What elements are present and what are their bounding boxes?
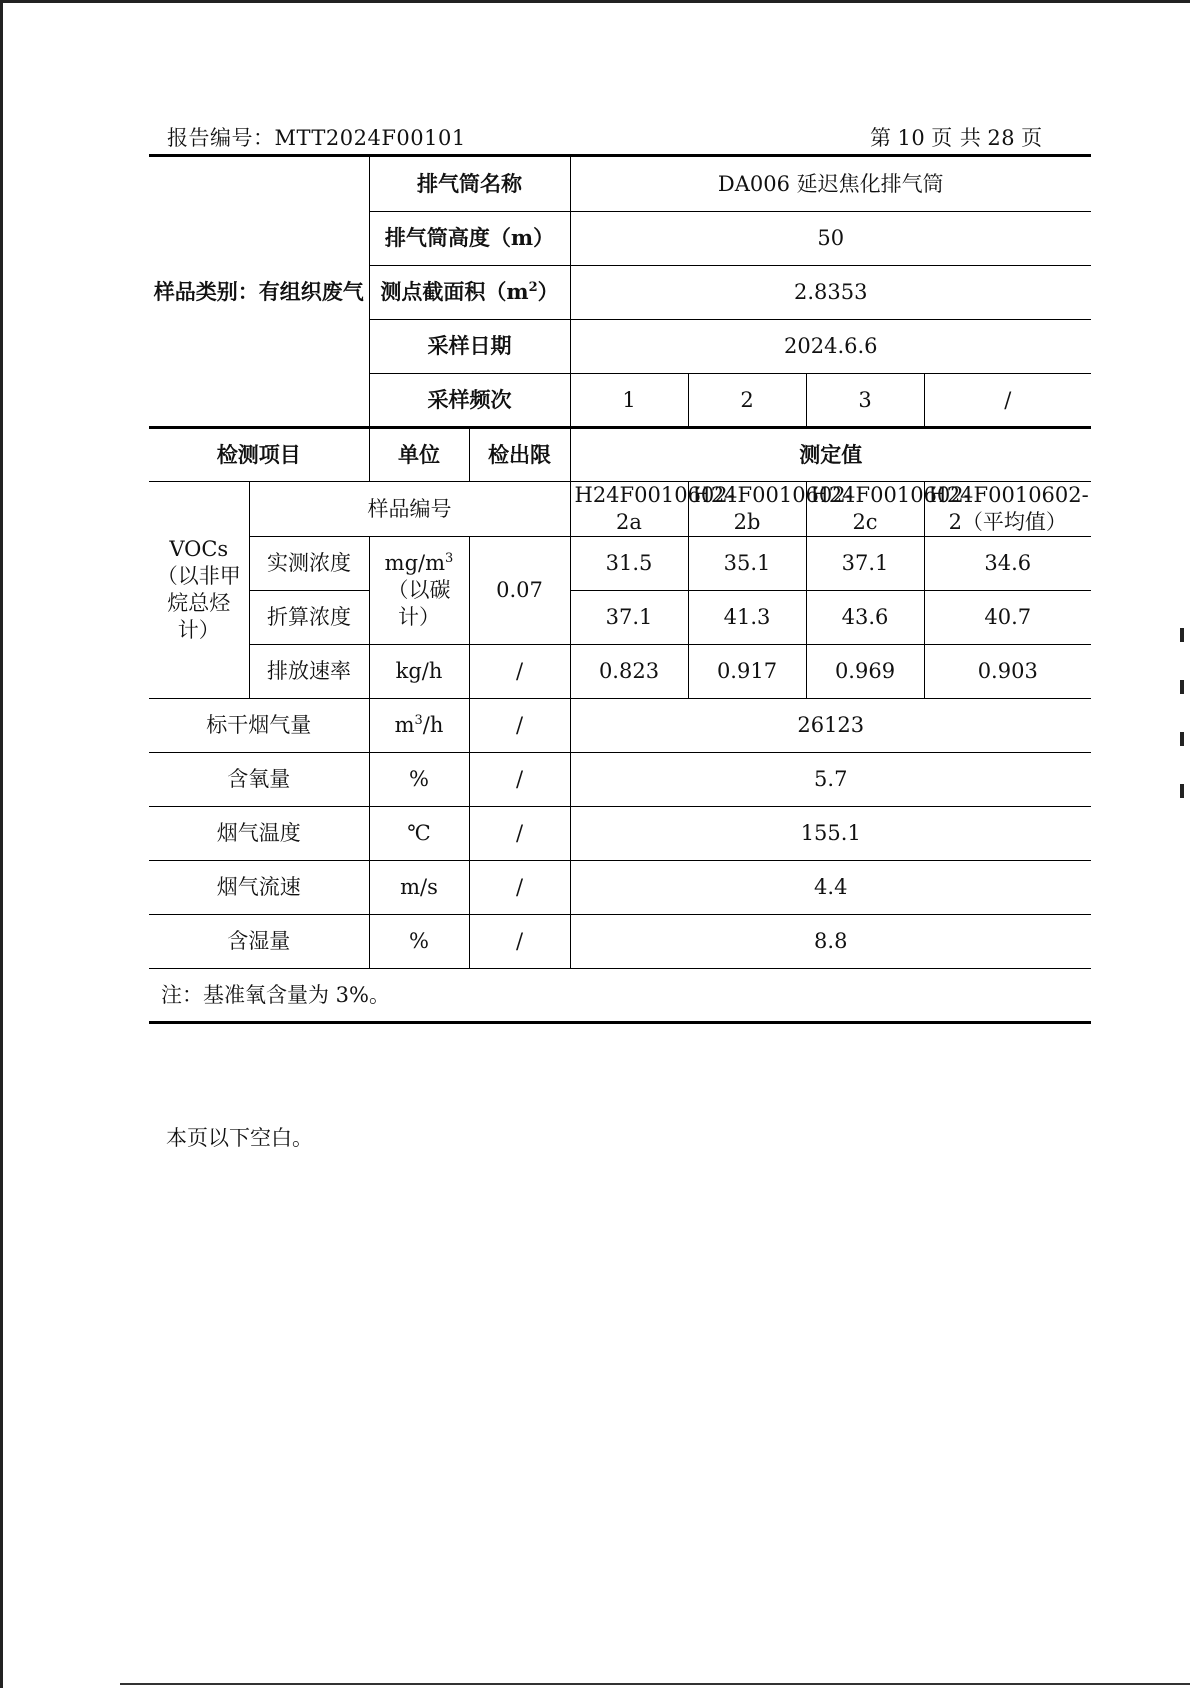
- header-unit: 单位: [369, 427, 469, 481]
- converted-concentration-label: 折算浓度: [249, 590, 369, 644]
- converted-value-average: 40.7: [924, 590, 1091, 644]
- vocs-unit-sup: 3: [445, 550, 454, 566]
- param-value: 4.4: [570, 860, 1091, 914]
- page-mid: 页 共: [931, 126, 982, 150]
- section-area-label: [369, 265, 570, 319]
- sampling-date-value: 2024.6.6: [570, 319, 1091, 373]
- page-indicator: [870, 122, 1049, 152]
- emission-rate-value-2: 0.917: [688, 644, 806, 698]
- stack-name-value: DA006 延迟焦化排气筒: [570, 157, 1091, 211]
- measured-value-3: 37.1: [806, 536, 924, 590]
- sample-no-3: H24F0010602-2c: [806, 481, 924, 536]
- vocs-unit-text: mg/m: [384, 550, 446, 575]
- page-current: 10: [897, 126, 926, 150]
- section-area-value: 2.8353: [570, 265, 1091, 319]
- page-prefix: 第: [870, 126, 892, 150]
- section-area-label-sup: 2: [528, 280, 538, 295]
- row-table-header: [149, 427, 1091, 481]
- param-limit: /: [469, 914, 570, 968]
- section-area-label-text: 测点截面积（m: [380, 279, 529, 304]
- param-value: 155.1: [570, 806, 1091, 860]
- param-limit: /: [469, 698, 570, 752]
- emission-rate-unit: kg/h: [369, 644, 469, 698]
- param-unit: ℃: [369, 806, 469, 860]
- row-sample-numbers: [149, 481, 1091, 536]
- row-oxygen-content: [149, 752, 1091, 806]
- vocs-unit-note: （以碳计）: [387, 577, 451, 629]
- report-number: 报告编号：MTT2024F00101: [167, 126, 466, 150]
- converted-value-1: 37.1: [570, 590, 688, 644]
- param-label: 含氧量: [149, 752, 369, 806]
- row-measured-concentration: [149, 536, 1091, 590]
- emission-rate-limit: /: [469, 644, 570, 698]
- param-unit: %: [369, 752, 469, 806]
- section-area-label-close: ）: [537, 279, 559, 304]
- param-limit: /: [469, 752, 570, 806]
- param-label: 烟气温度: [149, 806, 369, 860]
- param-limit: /: [469, 806, 570, 860]
- row-stack-name: [149, 157, 1091, 211]
- emission-rate-value-1: 0.823: [570, 644, 688, 698]
- page-total: 28: [987, 126, 1016, 150]
- header-measured: 测定值: [570, 427, 1091, 481]
- scan-margin-marks: [1180, 628, 1190, 836]
- param-value: 26123: [570, 698, 1091, 752]
- stack-name-label: 排气筒名称: [369, 157, 570, 211]
- param-unit-suffix: /h: [422, 713, 444, 737]
- param-limit: /: [469, 860, 570, 914]
- row-converted-concentration: [149, 590, 1091, 644]
- vocs-unit: [369, 536, 469, 644]
- sampling-frequency-4: /: [924, 373, 1091, 427]
- converted-value-3: 43.6: [806, 590, 924, 644]
- param-unit: m/s: [369, 860, 469, 914]
- param-unit: [369, 698, 469, 752]
- param-unit-sup: 3: [414, 713, 423, 728]
- sample-no-average: H24F0010602-2（平均值）: [924, 481, 1091, 536]
- row-flue-gas-temperature: [149, 806, 1091, 860]
- header-item: 检测项目: [149, 427, 369, 481]
- measured-concentration-label: 实测浓度: [249, 536, 369, 590]
- row-moisture-content: [149, 914, 1091, 968]
- scan-edge-left: [0, 0, 3, 1688]
- sampling-frequency-2: 2: [688, 373, 806, 427]
- param-label: 含湿量: [149, 914, 369, 968]
- param-label: 标干烟气量: [149, 698, 369, 752]
- param-label: 烟气流速: [149, 860, 369, 914]
- row-emission-rate: [149, 644, 1091, 698]
- measured-value-average: 34.6: [924, 536, 1091, 590]
- row-note: [149, 968, 1091, 1022]
- measured-value-2: 35.1: [688, 536, 806, 590]
- row-dry-flue-gas: [149, 698, 1091, 752]
- emission-rate-value-average: 0.903: [924, 644, 1091, 698]
- param-unit: %: [369, 914, 469, 968]
- scan-edge-top: [0, 0, 1190, 3]
- measured-value-1: 31.5: [570, 536, 688, 590]
- emission-rate-label: 排放速率: [249, 644, 369, 698]
- sample-no-label: 样品编号: [249, 481, 570, 536]
- sample-no-2: H24F0010602-2b: [688, 481, 806, 536]
- param-value: 5.7: [570, 752, 1091, 806]
- vocs-name: VOCs（以非甲烷总烃计）: [149, 481, 249, 698]
- param-unit-text: m: [394, 713, 415, 737]
- scan-edge-bottom: [120, 1683, 1190, 1685]
- sampling-date-label: 采样日期: [369, 319, 570, 373]
- emission-rate-value-3: 0.969: [806, 644, 924, 698]
- stack-height-value: 50: [570, 211, 1091, 265]
- blank-below-note: 本页以下空白。: [166, 1126, 313, 1150]
- sampling-frequency-1: 1: [570, 373, 688, 427]
- sample-category-cell: 样品类别：有组织废气: [149, 157, 369, 427]
- row-flue-gas-velocity: [149, 860, 1091, 914]
- param-value: 8.8: [570, 914, 1091, 968]
- converted-value-2: 41.3: [688, 590, 806, 644]
- stack-height-label: 排气筒高度（m）: [369, 211, 570, 265]
- sampling-frequency-label: 采样频次: [369, 373, 570, 427]
- sample-no-1: H24F0010602-2a: [570, 481, 688, 536]
- sampling-frequency-3: 3: [806, 373, 924, 427]
- page-suffix: 页: [1021, 126, 1043, 150]
- header-detection-limit: 检出限: [469, 427, 570, 481]
- reference-oxygen-note: 注：基准氧含量为 3%。: [149, 968, 1091, 1022]
- vocs-detection-limit: 0.07: [469, 536, 570, 644]
- report-table: [149, 157, 1091, 1024]
